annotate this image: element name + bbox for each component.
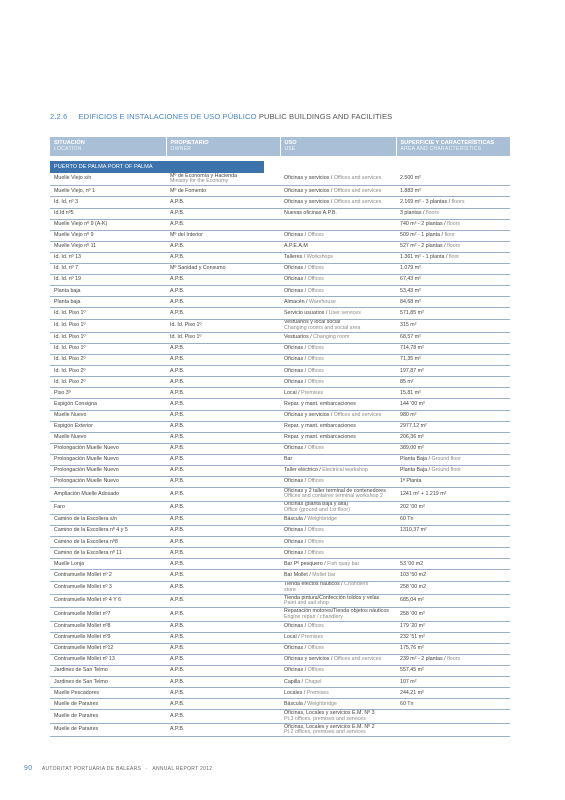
cell-location: Id. Id. nº 3: [50, 197, 166, 208]
cell-location: Jardines de San Telmo: [50, 666, 166, 677]
cell-location: Id. Id. nº 13: [50, 252, 166, 263]
cell-owner: Mº del Interior: [166, 230, 280, 241]
cell-owner: A.P.B.: [166, 421, 280, 432]
cell-use: Locales / Premises: [280, 688, 396, 699]
cell-location: Id. Id. Piso 2º: [50, 366, 166, 377]
cell-location: Planta baja: [50, 286, 166, 297]
cell-location: Id. Id. Piso 1º: [50, 332, 166, 343]
cell-use: Bar Pº pesquero / Fish quay bar: [280, 559, 396, 570]
cell-area: 60 Tn: [396, 515, 510, 526]
cell-location: Prolongación Muelle Nuevo: [50, 477, 166, 488]
cell-use: Oficinas / Offices: [280, 621, 396, 632]
cell-location: Prolongación Muelle Nuevo: [50, 454, 166, 465]
cell-area: 67,43 m²: [396, 275, 510, 286]
cell-area: 571,85 m²: [396, 308, 510, 319]
cell-use: Oficinas / Offices: [280, 286, 396, 297]
cell-location: Muelle de Paraires: [50, 723, 166, 736]
cell-owner: A.P.B.: [166, 410, 280, 421]
cell-use: Oficinas / Offices: [280, 548, 396, 559]
cell-use: Oficinas / Offices: [280, 643, 396, 654]
table-header-row: [50, 137, 510, 156]
cell-owner: A.P.B.: [166, 594, 280, 607]
cell-owner: A.P.B.: [166, 275, 280, 286]
table-row: [50, 632, 510, 643]
cell-area: [396, 548, 510, 559]
cell-location: Faro: [50, 501, 166, 514]
cell-area: 202 '00 m²: [396, 501, 510, 514]
cell-location: Id. Id. Piso 1º: [50, 319, 166, 332]
cell-use: Oficinas / Offices: [280, 477, 396, 488]
cell-owner: A.P.B.: [166, 666, 280, 677]
cell-owner: A.P.B.: [166, 559, 280, 570]
cell-owner: A.P.B.: [166, 710, 280, 723]
cell-area: Planta Baja / Ground floor: [396, 466, 510, 477]
cell-area: 980 m²: [396, 410, 510, 421]
cell-use: Oficinas y servicios / Offices and services: [280, 186, 396, 197]
cell-use: Báscula / Weighbridge: [280, 515, 396, 526]
cell-location: Planta baja: [50, 297, 166, 308]
cell-location: Muelle Viejo s/n: [50, 173, 166, 186]
table-row: [50, 699, 510, 710]
cell-area: 175,76 m²: [396, 643, 510, 654]
cell-owner: A.P.B.: [166, 241, 280, 252]
cell-location: Muelle Nuevo: [50, 432, 166, 443]
cell-location: Muelle Viejo nº 9: [50, 230, 166, 241]
cell-use: Taller eléctrico / Electrical workshop: [280, 466, 396, 477]
table-row: [50, 275, 510, 286]
section-title-en: PUBLIC BUILDINGS AND FACILITIES: [258, 112, 393, 121]
section-title: [50, 112, 392, 121]
cell-area: 685,04 m²: [396, 594, 510, 607]
cell-owner: A.P.B.: [166, 643, 280, 654]
cell-owner: A.P.B.: [166, 286, 280, 297]
table-row: [50, 477, 510, 488]
table-row: [50, 688, 510, 699]
cell-area: 509 m² - 1 planta / floor: [396, 230, 510, 241]
cell-area: 2.500 m²: [396, 173, 510, 186]
cell-area: [396, 723, 510, 736]
cell-area: 389,00 m²: [396, 443, 510, 454]
cell-use: Repar. y mant. embarcaciones: [280, 432, 396, 443]
cell-location: Muelle de Paraires: [50, 710, 166, 723]
table-row: [50, 421, 510, 432]
table-row: [50, 344, 510, 355]
cell-owner: A.P.B.: [166, 699, 280, 710]
footer-separator: ·: [145, 766, 148, 772]
cell-area: 71,35 m²: [396, 355, 510, 366]
table-row: [50, 548, 510, 559]
cell-area: 258 '00 m²: [396, 608, 510, 621]
cell-use: Repar. y mant. embarcaciones: [280, 399, 396, 410]
table-row: [50, 173, 510, 186]
cell-location: Muelle Pescadores: [50, 688, 166, 699]
table-row: [50, 454, 510, 465]
cell-location: Camino de la Escollera nº 11: [50, 548, 166, 559]
cell-owner: A.P.B.: [166, 581, 280, 594]
cell-location: Jardines de San Telmo: [50, 677, 166, 688]
cell-use: A.P.E.A.M: [280, 241, 396, 252]
cell-use: Oficinas y servicios / Offices and services: [280, 655, 396, 666]
table-body: [50, 173, 510, 737]
cell-use: Oficinas y servicios / Offices and services: [280, 197, 396, 208]
table-row: [50, 410, 510, 421]
cell-owner: A.P.B.: [166, 366, 280, 377]
cell-location: Espigón Exterior: [50, 421, 166, 432]
section-number: 2.2.6: [50, 112, 68, 121]
cell-location: Piso 3º: [50, 388, 166, 399]
cell-location: Muelle de Paraires: [50, 699, 166, 710]
group-header-port-of-palma: PUERTO DE PALMA PORT OF PALMA: [50, 161, 264, 173]
cell-owner: A.P.B.: [166, 570, 280, 581]
cell-use: Oficinas / Offices: [280, 355, 396, 366]
table-row: [50, 219, 510, 230]
cell-area: 2.169 m² - 3 plantas / floors: [396, 197, 510, 208]
cell-location: Contramuelle Mollet nº 4 Y 6: [50, 594, 166, 607]
table-row: [50, 537, 510, 548]
cell-area: 103 '50 m2: [396, 570, 510, 581]
cell-location: Muelle Viejo nº 11: [50, 241, 166, 252]
table-row: [50, 515, 510, 526]
cell-use: Oficinas y servicios / Offices and services: [280, 410, 396, 421]
cell-owner: A.P.B.: [166, 432, 280, 443]
cell-owner: A.P.B.: [166, 488, 280, 501]
table-row: [50, 399, 510, 410]
cell-location: Muelle Viejo nº 9 (A-K): [50, 219, 166, 230]
table-row: [50, 297, 510, 308]
table-row: [50, 186, 510, 197]
cell-location: Camino de la Escollera nº 4 y 5: [50, 526, 166, 537]
cell-use: Vestuarios / Changing room: [280, 332, 396, 343]
table-row: [50, 608, 510, 621]
column-header-use: USO USE: [280, 137, 396, 156]
cell-owner: A.P.B.: [166, 655, 280, 666]
table-row: [50, 570, 510, 581]
cell-area: 53,43 m²: [396, 286, 510, 297]
cell-area: 53 '00 m2: [396, 559, 510, 570]
cell-location: Contramuelle Mollet nº9: [50, 632, 166, 643]
cell-owner: A.P.B.: [166, 515, 280, 526]
table-row: [50, 526, 510, 537]
table-row: [50, 377, 510, 388]
cell-use: Oficinas / Offices: [280, 537, 396, 548]
cell-location: Prolongación Muelle Nuevo: [50, 466, 166, 477]
cell-use: Oficinas (planta baja y alta) Office (ground and 1st floor): [280, 501, 396, 514]
cell-area: 2977,12 m²: [396, 421, 510, 432]
cell-owner: Mº Sanidad y Consumo: [166, 264, 280, 275]
table-row: [50, 388, 510, 399]
cell-owner: A.P.B.: [166, 388, 280, 399]
cell-area: 527 m² - 2 plantas / floors: [396, 241, 510, 252]
cell-area: 68,57 m²: [396, 332, 510, 343]
cell-area: 60 Tn: [396, 699, 510, 710]
cell-use: Oficinas / Offices: [280, 230, 396, 241]
cell-owner: A.P.B.: [166, 548, 280, 559]
cell-location: Espigón Consigna: [50, 399, 166, 410]
cell-owner: A.P.B.: [166, 308, 280, 319]
cell-owner: A.P.B.: [166, 608, 280, 621]
cell-location: Contramuelle Mollet nº12: [50, 643, 166, 654]
cell-owner: A.P.B.: [166, 344, 280, 355]
cell-owner: A.P.B.: [166, 537, 280, 548]
cell-area: 1.079 m²: [396, 264, 510, 275]
table-row: [50, 594, 510, 607]
cell-area: 3 plantas / floors: [396, 208, 510, 219]
cell-use: Oficinas, Locales y servicios E.M. Nº 3 Pt.3 offices, premises and services: [280, 710, 396, 723]
cell-area: 206,36 m²: [396, 432, 510, 443]
cell-use: Báscula / Weighbridge: [280, 699, 396, 710]
table-row: [50, 621, 510, 632]
cell-use: [280, 219, 396, 230]
table-row: [50, 655, 510, 666]
cell-area: 197,87 m²: [396, 366, 510, 377]
table-row: [50, 488, 510, 501]
cell-area: 1310,37 m²: [396, 526, 510, 537]
column-header-area: SUPERFICIE Y CARACTERÍSTICAS AREA AND CHARACTERISTICS: [396, 137, 510, 156]
table-row: [50, 252, 510, 263]
cell-location: Muelle Nuevo: [50, 410, 166, 421]
column-header-owner: PROPIETARIO OWNER: [166, 137, 280, 156]
cell-location: Muelle Viejo, nº 1: [50, 186, 166, 197]
cell-use: Oficinas / Offices: [280, 344, 396, 355]
cell-location: Id. Id. Piso 2º: [50, 377, 166, 388]
cell-use: Talleres / Workshops: [280, 252, 396, 263]
cell-use: Oficinas y servicios / Offices and services: [280, 173, 396, 186]
cell-area: 714,78 m²: [396, 344, 510, 355]
cell-area: 557,45 m²: [396, 666, 510, 677]
cell-use: Vestuarios y local social Changing rooms and social area: [280, 319, 396, 332]
cell-use: Oficinas / Offices: [280, 377, 396, 388]
page-number: 90: [24, 765, 33, 772]
cell-use: Repar. y mant. embarcaciones: [280, 421, 396, 432]
table-row: [50, 208, 510, 219]
cell-owner: A.P.B.: [166, 501, 280, 514]
cell-use: Tienda efectos náuticos / Chandlers' store: [280, 581, 396, 594]
cell-use: Oficinas y 2 taller terminal de contenedores Offices and container terminal workshop 2: [280, 488, 396, 501]
table-row: [50, 197, 510, 208]
buildings-table: [50, 137, 511, 737]
table-row: [50, 723, 510, 736]
cell-owner: A.P.B.: [166, 526, 280, 537]
cell-use: Bar Mollet / Mollet bar: [280, 570, 396, 581]
cell-area: 740 m² - 2 plantas / floors: [396, 219, 510, 230]
cell-location: Id. Id. Piso 2º: [50, 355, 166, 366]
cell-area: 244,21 m²: [396, 688, 510, 699]
cell-location: Id. Id. nº 7: [50, 264, 166, 275]
table-row: [50, 432, 510, 443]
cell-area: 315 m²: [396, 319, 510, 332]
table-row: [50, 559, 510, 570]
cell-owner: A.P.B.: [166, 621, 280, 632]
table-row: [50, 241, 510, 252]
cell-use: Oficinas / Offices: [280, 443, 396, 454]
cell-area: 1ª Planta: [396, 477, 510, 488]
cell-owner: A.P.B.: [166, 723, 280, 736]
cell-owner: A.P.B.: [166, 252, 280, 263]
cell-owner: A.P.B.: [166, 688, 280, 699]
table-row: [50, 581, 510, 594]
column-header-location: SITUACIÓN LOCATION: [50, 137, 166, 156]
cell-location: Id. Id. Piso 1º: [50, 344, 166, 355]
section-title-es: EDIFICIOS E INSTALACIONES DE USO PÚBLICO: [78, 112, 257, 121]
cell-location: Prolongación Muelle Nuevo: [50, 443, 166, 454]
cell-area: [396, 537, 510, 548]
cell-area: Planta Baja / Ground floor: [396, 454, 510, 465]
table-row: [50, 264, 510, 275]
cell-use: Capilla / Chapel: [280, 677, 396, 688]
cell-use: Local / Premises: [280, 388, 396, 399]
table-row: [50, 319, 510, 332]
cell-area: 107 m²: [396, 677, 510, 688]
cell-location: Contramuelle Mollet nº 3: [50, 581, 166, 594]
cell-use: Local / Premises: [280, 632, 396, 643]
cell-use: Oficinas / Offices: [280, 366, 396, 377]
cell-area: 85 m²: [396, 377, 510, 388]
table-row: [50, 230, 510, 241]
cell-use: Servicio usuarios / User services: [280, 308, 396, 319]
table-row: [50, 355, 510, 366]
table-row: [50, 308, 510, 319]
cell-area: 232 '51 m²: [396, 632, 510, 643]
cell-location: Contramuelle Mollet nº 2: [50, 570, 166, 581]
cell-area: [396, 710, 510, 723]
cell-use: Reparación motores/Tienda objetos náuticos Engine repair / chandlery: [280, 608, 396, 621]
cell-use: Oficinas, Locales y servicios E.M. Nº 2 Pt.2 offices, premises and services: [280, 723, 396, 736]
cell-location: Contramuelle Mollet nº 13: [50, 655, 166, 666]
cell-owner: A.P.B.: [166, 355, 280, 366]
cell-owner: A.P.B.: [166, 208, 280, 219]
cell-owner: A.P.B.: [166, 632, 280, 643]
cell-owner: Mº de Fomento: [166, 186, 280, 197]
page-footer: [24, 765, 212, 772]
cell-owner: Id. Id. Piso 1º: [166, 319, 280, 332]
cell-location: Camino de la Escollera s/n: [50, 515, 166, 526]
cell-owner: A.P.B.: [166, 443, 280, 454]
table-row: [50, 677, 510, 688]
cell-area: 15,81 m²: [396, 388, 510, 399]
cell-area: 258 '00 m2: [396, 581, 510, 594]
cell-location: Contramuelle Mollet nº8: [50, 621, 166, 632]
cell-area: 144 '00 m²: [396, 399, 510, 410]
cell-use: Oficinas / Offices: [280, 526, 396, 537]
cell-area: 1241 m² + 1.219 m²: [396, 488, 510, 501]
cell-location: Id.Id nº5: [50, 208, 166, 219]
table-row: [50, 286, 510, 297]
cell-use: Bar: [280, 454, 396, 465]
cell-owner: Id. Id. Piso 1º: [166, 332, 280, 343]
cell-use: Almacén / Warehouse: [280, 297, 396, 308]
cell-area: 1.361 m² - 1 planta / floor: [396, 252, 510, 263]
cell-owner: A.P.B.: [166, 297, 280, 308]
cell-location: Id. Id. Piso 1º: [50, 308, 166, 319]
cell-owner: A.P.B.: [166, 477, 280, 488]
cell-location: Contramuelle Mollet nº7: [50, 608, 166, 621]
cell-location: Muelle Lonja: [50, 559, 166, 570]
table-row: [50, 443, 510, 454]
table-row: [50, 501, 510, 514]
cell-owner: A.P.B.: [166, 466, 280, 477]
cell-use: Oficinas / Offices: [280, 666, 396, 677]
cell-use: Tienda pintura/Confección toldos y velas Paint and sail shop: [280, 594, 396, 607]
cell-area: 84,68 m²: [396, 297, 510, 308]
table-row: [50, 366, 510, 377]
cell-location: Ampliación Muelle Adosado: [50, 488, 166, 501]
cell-area: 179 '20 m²: [396, 621, 510, 632]
cell-owner: A.P.B.: [166, 454, 280, 465]
cell-owner: A.P.B.: [166, 377, 280, 388]
cell-owner: A.P.B.: [166, 677, 280, 688]
cell-use: Nuevas oficinas A.P.B.: [280, 208, 396, 219]
footer-organization: AUTORITAT PORTUÀRIA DE BALEARS: [41, 766, 142, 772]
cell-owner: A.P.B.: [166, 197, 280, 208]
cell-area: 239 m² - 2 plantas / floors: [396, 655, 510, 666]
cell-owner: A.P.B.: [166, 399, 280, 410]
table-row: [50, 332, 510, 343]
cell-use: Oficinas / Offices: [280, 264, 396, 275]
table-row: [50, 466, 510, 477]
table-row: [50, 710, 510, 723]
table-row: [50, 643, 510, 654]
cell-owner: Mº de Economía y Hacienda Ministry for the Economy: [166, 173, 280, 186]
footer-report: ANNUAL REPORT 2012: [152, 766, 213, 772]
cell-area: 1.883 m²: [396, 186, 510, 197]
cell-owner: A.P.B.: [166, 219, 280, 230]
cell-location: Id. Id. nº 19: [50, 275, 166, 286]
table-row: [50, 666, 510, 677]
cell-use: Oficinas / Offices: [280, 275, 396, 286]
cell-location: Camino de la Escollera nº8: [50, 537, 166, 548]
